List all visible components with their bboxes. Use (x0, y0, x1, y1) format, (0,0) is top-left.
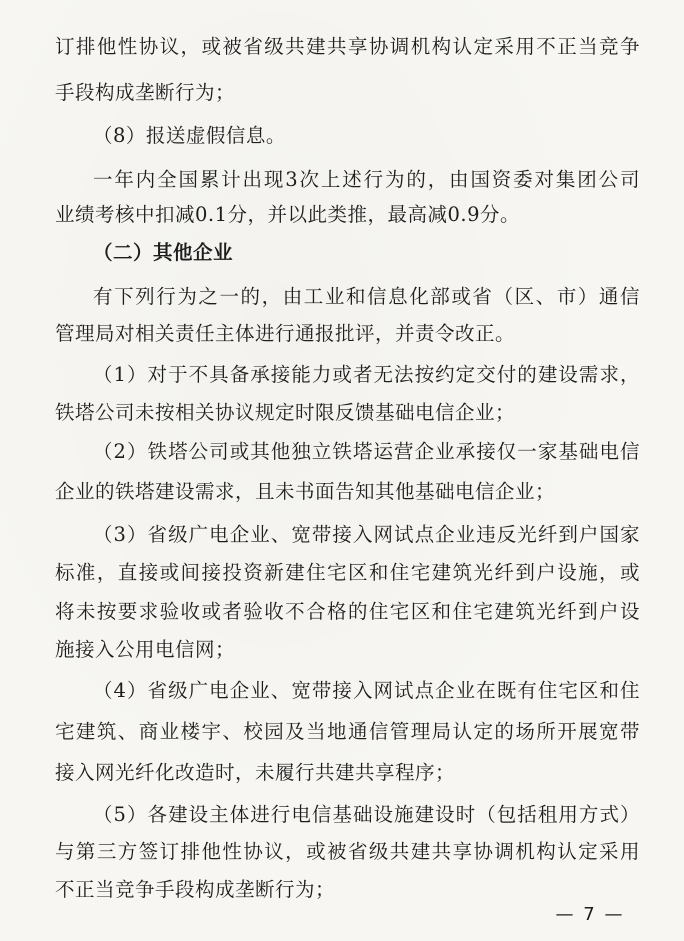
text-line: 企业的铁塔建设需求，且未书面告知其他基础电信企业； (55, 480, 556, 503)
text-line: 接入网光纤化改造时，未履行共建共享程序； (55, 761, 456, 784)
text-line: 宅建筑、商业楼宇、校园及当地通信管理局认定的场所开展宽带 (55, 720, 640, 743)
list-item-2: （2）铁塔公司或其他独立铁塔运营企业承接仅一家基础电信 (93, 440, 640, 463)
text-line: 一年内全国累计出现3次上述行为的，由国资委对集团公司 (93, 168, 640, 191)
text-line: 与第三方签订排他性协议，或被省级共建共享协调机构认定采用 (55, 840, 640, 863)
text-line: 手段构成垄断行为； (55, 81, 236, 104)
text-line: 标准，直接或间接投资新建住宅区和住宅建筑光纤到户设施，或 (55, 561, 640, 584)
text-line: 不正当竞争手段构成垄断行为； (55, 878, 336, 901)
page-number: — 7 — (555, 904, 625, 925)
list-item-1: （1）对于不具备承接能力或者无法按约定交付的建设需求， (93, 363, 640, 386)
section-heading: （二）其他企业 (93, 241, 234, 264)
list-item-8: （8）报送虚假信息。 (93, 124, 286, 147)
text-line: 有下列行为之一的，由工业和信息化部或省（区、市）通信 (93, 285, 640, 308)
text-line: 管理局对相关责任主体进行通报批评，并责令改正。 (55, 322, 516, 345)
text-line: 铁塔公司未按相关协议规定时限反馈基础电信企业； (55, 401, 516, 424)
list-item-3: （3）省级广电企业、宽带接入网试点企业违反光纤到户国家 (93, 523, 640, 546)
text-line: 施接入公用电信网； (55, 638, 236, 661)
list-item-4: （4）省级广电企业、宽带接入网试点企业在既有住宅区和住 (93, 679, 640, 702)
text-line: 业绩考核中扣减0.1分，并以此类推，最高减0.9分。 (55, 203, 521, 226)
text-line: 将未按要求验收或者验收不合格的住宅区和住宅建筑光纤到户设 (55, 600, 640, 623)
list-item-5: （5）各建设主体进行电信基础设施建设时（包括租用方式） (93, 803, 640, 826)
text-line: 订排他性协议，或被省级共建共享协调机构认定采用不正当竞争 (55, 35, 640, 58)
